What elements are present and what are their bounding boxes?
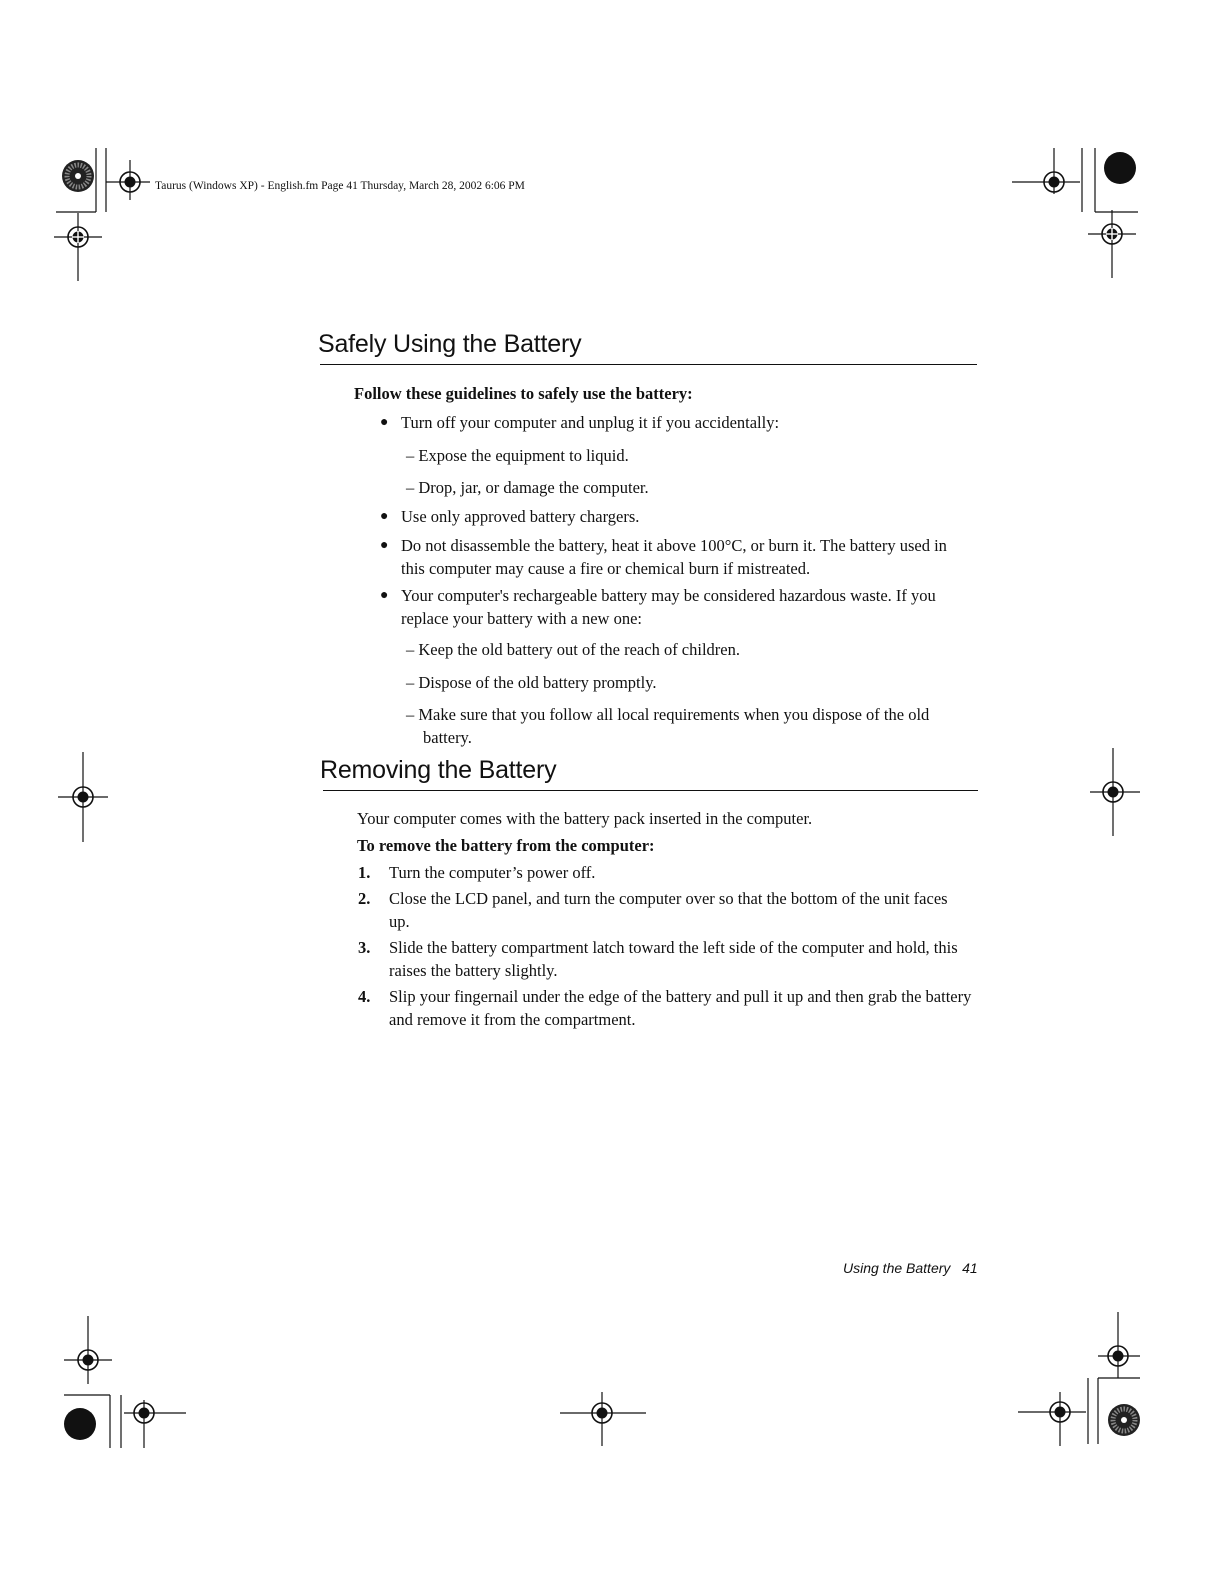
registration-mark-top-left-b xyxy=(54,213,102,281)
step-number: 2. xyxy=(358,889,371,908)
registration-mark-left-middle xyxy=(58,752,108,842)
heading-safely-using-battery: Safely Using the Battery xyxy=(318,330,582,358)
registration-mark-bottom-center xyxy=(560,1392,646,1446)
step-number: 1. xyxy=(358,863,371,882)
registration-mark-top-right-a xyxy=(1012,148,1080,194)
registration-mark-top-right-b xyxy=(1088,210,1136,278)
heading-removing-battery: Removing the Battery xyxy=(320,756,557,784)
list-subitem: – Expose the equipment to liquid. xyxy=(406,446,629,465)
page-footer xyxy=(843,1260,978,1276)
footer-title: Using the Battery xyxy=(843,1260,951,1276)
step-number: 4. xyxy=(358,987,371,1006)
step-text: Slip your fingernail under the edge of the battery and pull it up and then grab the battery and remove it from the compartment. xyxy=(389,987,972,1029)
registration-mark-top-left-a xyxy=(106,160,150,200)
bullet-icon: ● xyxy=(380,586,389,602)
print-slug-header: Taurus (Windows XP) - English.fm Page 41 Thursday, March 28, 2002 6:06 PM xyxy=(155,180,525,192)
heading-rule xyxy=(320,364,977,365)
step-number: 3. xyxy=(358,938,371,957)
list-subitem: – Dispose of the old battery promptly. xyxy=(406,673,657,692)
list-item: Your computer's rechargeable battery may be considered hazardous waste. If you replace your battery with a new one: xyxy=(401,586,936,628)
bullet-icon: ● xyxy=(380,413,389,429)
page-number: 41 xyxy=(962,1260,978,1276)
guidelines-lead: Follow these guidelines to safely use the battery: xyxy=(354,384,693,403)
step-text: Slide the battery compartment latch toward the left side of the computer and hold, this raises the battery slightly. xyxy=(389,938,958,980)
registration-mark-bottom-right-a xyxy=(1098,1312,1140,1378)
bullet-icon: ● xyxy=(380,536,389,552)
registration-mark-bottom-left-a xyxy=(64,1316,112,1384)
removal-lead: To remove the battery from the computer: xyxy=(357,836,655,855)
list-item: Use only approved battery chargers. xyxy=(401,507,640,526)
step-text: Turn the computer’s power off. xyxy=(389,863,596,882)
list-item: Do not disassemble the battery, heat it above 100°C, or burn it. The battery used in this computer may cause a fire or chemical burn if mistreated. xyxy=(401,536,947,578)
solid-mark-bottom-left xyxy=(64,1408,96,1440)
bullet-icon: ● xyxy=(380,507,389,523)
registration-mark-bottom-left-b xyxy=(124,1400,186,1448)
registration-mark-right-middle xyxy=(1090,748,1140,836)
step-text: Close the LCD panel, and turn the computer over so that the bottom of the unit faces up. xyxy=(389,889,948,931)
starburst-mark-bottom-right xyxy=(1108,1404,1140,1436)
list-subitem: – Keep the old battery out of the reach of children. xyxy=(406,640,740,659)
heading-rule xyxy=(323,790,978,791)
starburst-mark-top-right xyxy=(1104,152,1136,184)
starburst-mark-top-left xyxy=(62,160,94,192)
list-subitem: – Make sure that you follow all local requirements when you dispose of the old battery. xyxy=(406,705,930,747)
removal-intro: Your computer comes with the battery pack inserted in the computer. xyxy=(357,809,813,828)
list-subitem: – Drop, jar, or damage the computer. xyxy=(406,478,649,497)
registration-mark-bottom-right-b xyxy=(1018,1392,1086,1446)
list-item: Turn off your computer and unplug it if you accidentally: xyxy=(401,413,780,432)
